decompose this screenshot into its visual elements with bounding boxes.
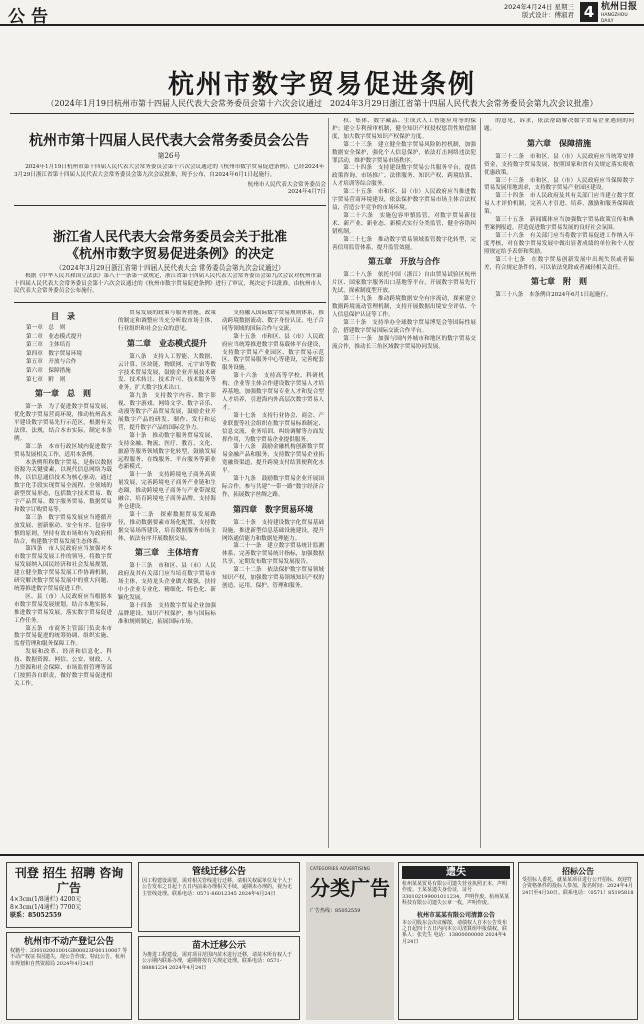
announcement-body: 2024年1月19日杭州市第十四届人民代表大会常务委员会第十六次会议通过的《杭州市数字贸易促进条例》，已经2024年3月29日浙江省第十四届人民代表大会常务委员会第九次会议批准，现予公布，自2024年6月1日起施行。 — [14, 164, 325, 178]
article-paragraph: 第十二条 探索数据贸易发展路径，推动数据要素市场化配置，支持数据交易场所建设，培育数据服务市场主体，依法有序开展数据交易。 — [118, 511, 216, 542]
decision-title-line2: 《杭州市数字贸易促进条例》的决定 — [65, 247, 274, 262]
article-paragraph: 第十九条 鼓励数字贸易企业开展国际合作，参与共建“一带一路”数字经济合作，拓展数字丝绸之路。 — [222, 476, 324, 498]
article-paragraph: 第二条 本市行政区域内促进数字贸易发展相关工作，适用本条例。 — [14, 443, 112, 458]
chapter-heading: 第二章 业态模式提升 — [127, 338, 207, 348]
chapter-heading: 第六章 保障措施 — [527, 138, 591, 148]
article-paragraph: 第三十六条 有关部门应当将数字贸易促进工作纳入年度考核，对在数字贸易发展中做出显著成绩的单位和个人按照规定给予表彰和奖励。 — [484, 232, 634, 255]
classified-ads-banner: CATEGORIES ADVERTISING 分类广告 广告热线：85052559 — [306, 862, 394, 1020]
ad-lost-notices: 遗失 杭州某某贸易有限公司遗失营业执照正本，声明作废。王某某遗失身份证，证号330102199001011234，声明作废。杭州某某科技有限公司遗失公章一枚，声明作废。 杭州市某某有限公司清算公告 本公司股东会决议解散，请债权人自本公告发布之日起四十五日内向本公司清算组申报债权。联系人：张先生 电话：13800000000 2024年4月24日 — [398, 862, 514, 1020]
article-paragraph: 第八条 支持人工智能、大数据、云计算、区块链、物联网、元宇宙等数字技术贸易发展，鼓励企业开展技术研发、技术转让、技术许可、技术服务等业务，扩大数字技术出口。 — [118, 353, 216, 392]
article-paragraph: 第一条 为了促进数字贸易发展，优化数字贸易营商环境，推动杭州高水平建设数字贸易先行示范区，根据有关法律、法规，结合本市实际，制定本条例。 — [14, 404, 112, 442]
article-paragraph: 贸易发展的政策与服务措施。政策的制定和调整应当充分听取市场主体、行业组织和社会公众的意见。 — [118, 310, 216, 332]
announcement-title: 杭州市第十四届人民代表大会常务委员会公告 — [29, 133, 309, 149]
article-paragraph: 区、县（市）人民政府应当根据本市数字贸易发展规划，结合本地实际，推进数字贸易发展，落实数字贸易促进工作任务。 — [14, 593, 112, 624]
article-paragraph: 第二十一条 建立数字贸易统计监测体系，完善数字贸易统计指标，加强数据共享，定期发布数字贸易发展报告。 — [222, 543, 324, 566]
column-1 — [14, 310, 112, 848]
article-paragraph: 第十一条 支持跨境电子商务高质量发展，完善跨境电子商务产业链和生态圈，推动跨境电子商务与产业带深度融合，培育跨境电子商务品牌，支持海外仓建设。 — [118, 472, 216, 510]
article-paragraph: 第四条 市人民政府应当加强对本市数字贸易发展工作的领导，将数字贸易发展纳入国民经济和社会发展规划，建立健全数字贸易发展工作协调机制，研究解决数字贸易发展中的重大问题，统筹推进数字贸易促进工作。 — [14, 546, 112, 592]
article-paragraph: 本条例所称数字贸易，是指以数据资源为关键要素，以现代信息网络为载体，以信息通信技术为核心驱动，通过数字化手段实现贸易全流程、全领域的新型贸易形态，包括数字技术贸易、数字产品贸易、数字服务贸易、数据贸易和数字订购贸易等。 — [14, 459, 112, 513]
article-paragraph: 第二十条 支持建设数字化贸易基础设施，推进新型信息基础设施建设，提升网络通信能力和数据处理能力。 — [222, 519, 324, 542]
article-paragraph: 第十三条 市和区、县（市）人民政府及其有关部门应当培育数字贸易市场主体，支持龙头企业做大做强，扶持中小企业专业化、精细化、特色化、新颖化发展。 — [118, 563, 216, 602]
article-paragraph: 第十条 推动数字服务贸易发展，支持金融、物流、医疗、教育、文化、旅游等服务领域数字化转型，鼓励发展远程服务、在线服务、平台服务等新业态新模式。 — [118, 432, 216, 471]
announcement-number: 第26号 — [157, 152, 181, 160]
article-paragraph: 第三十四条 市人民政府及其有关部门应当建立数字贸易人才评价机制，完善人才引进、培养、激励和服务保障政策。 — [484, 193, 634, 216]
decision-body: 根据《中华人民共和国立法法》第八十一条第一款规定，浙江省第十四届人民代表大会常务委员会第九次会议对杭州市第十四届人民代表大会常务委员会第十六次会议通过的《杭州市数字贸易促进条例》进行了审议，现决定予以批准，由杭州市人民代表大会常务委员会公布施行。 — [14, 273, 322, 295]
newspaper-logo: 杭州日报 HANGZHOU DAILY — [601, 2, 638, 24]
title-divider — [10, 113, 634, 114]
article-paragraph: 第五条 市商务主管部门负责本市数字贸易促进的统筹协调、组织实施、监督管理和服务保障工作。 — [14, 625, 112, 648]
article-paragraph: 第十八条 鼓励金融机构创新数字贸易金融产品和服务，支持数字贸易企业拓宽融资渠道，提升跨境支付结算便利化水平。 — [222, 444, 324, 475]
decision-divider — [14, 302, 326, 303]
article-paragraph: 第三十七条 在数字贸易创新发展中出现失误或者偏差，符合规定条件的，可以依法免除或者减轻相关责任。 — [484, 256, 634, 271]
column-divider — [480, 118, 481, 848]
toc-item: 第二章 业态模式提升 — [26, 333, 82, 340]
article-paragraph: 第十六条 支持高等学校、科研机构、企业等主体合作建设数字贸易人才培养基地，加强数字贸易专业人才和复合型人才培养，引进海内外高层次数字贸易人才。 — [222, 373, 324, 411]
toc-heading: 目 录 — [51, 312, 75, 321]
chapter-heading: 第三章 主体培育 — [135, 548, 199, 558]
column-4 — [332, 118, 476, 848]
article-paragraph: 发展和改革、经济和信息化、科技、数据资源、网信、公安、财政、人力资源和社会保障、市场监督管理等部门按照各自职责，做好数字贸易促进相关工作。 — [14, 649, 112, 687]
column-3 — [222, 310, 324, 848]
article-paragraph: 第二十九条 推动跨境数据安全有序流动，探索建立数据跨境流动管理机制，支持开展数据出境安全评估、个人信息保护认证等工作。 — [332, 296, 476, 318]
article-paragraph: 第二十七条 推动数字贸易领域监管数字化转型，完善信用监管体系，提升监管效能。 — [332, 236, 476, 251]
ad-rates-box: 刊登 招生 招聘 咨询 广告 4×3cm(1/8通栏) 4200元 8×3cm(1/4通栏) 7700元 联系：85052559 — [6, 862, 132, 928]
announcement-divider — [14, 205, 326, 206]
column-5 — [484, 118, 634, 848]
chapter-heading: 第四章 数字贸易环境 — [233, 504, 313, 514]
toc-item: 第四章 数字贸易环境 — [26, 350, 82, 357]
announcement-signature: 杭州市人民代表大会常务委员会 2024年4月7日 — [247, 182, 326, 196]
article-paragraph: 第三十八条 本条例自2024年6月1日起施行。 — [495, 292, 612, 299]
toc-item: 第六章 保障措施 — [26, 367, 71, 374]
column-divider — [328, 118, 329, 848]
page-number: 4 — [580, 2, 598, 22]
article-paragraph: 第十五条 市和区、县（市）人民政府应当统筹推进数字贸易载体平台建设，支持数字贸易产业园区、数字贸易示范区、数字贸易服务中心等建设，完善配套服务设施。 — [222, 333, 324, 372]
chapter-heading: 第七章 附 则 — [531, 277, 587, 287]
ad-tender-notice: 招标公告 受招标人委托，就某某项目进行公开招标，欢迎符合资格条件的投标人参加。报名时间：2024年4月24日至4月30日。联系电话：（0571）85195818 — [518, 862, 638, 1020]
article-paragraph: 第二十五条 市和区、县（市）人民政府应当推进数字贸易营商环境建设，依法保护数字贸易市场主体合法权益，营造公平竞争的市场环境。 — [332, 189, 476, 211]
column-2 — [118, 310, 216, 848]
article-paragraph: 第二十二条 依法保护数字贸易领域知识产权，加强数字贸易领域知识产权的创造、运用、保护、管理和服务。 — [222, 567, 324, 589]
decision-title-line1: 浙江省人民代表大会常务委员会关于批准 — [52, 230, 287, 245]
ads-strip — [0, 854, 644, 1024]
ad-pipeline-notice: 管线迁移公告 因工程建设需要，需对相关管线进行迁移，请相关权属单位及个人于公告发布之日起十五日内前来办理相关手续，逾期未办理的，视为无主管线处理。联系电话：0571-86012345 2024年4月24日 — [138, 862, 300, 932]
chapter-heading: 第一章 总 则 — [35, 389, 91, 399]
toc-item: 第三章 主体培育 — [26, 342, 71, 349]
article-paragraph: 权、集体、数字藏品、生成式人工智能应用等的保护；建立专利预审机制，健全知识产权侵权惩罚性赔偿制度，加大数字贸易知识产权保护力度。 — [332, 118, 476, 140]
article-paragraph: 第三十二条 市和区、县（市）人民政府应当统筹安排资金，支持数字贸易发展，按照国家和省有关规定落实税收优惠政策。 — [484, 153, 634, 176]
article-paragraph: 第二十三条 建立健全数字贸易风险防控机制，加强数据安全保护，强化个人信息保护，依法打击网络违法犯罪活动，维护数字贸易市场秩序。 — [332, 141, 476, 164]
toc-item: 第七章 附 则 — [26, 376, 66, 383]
article-paragraph: 的意见，诉求，依法帮助解决数字贸易企业遇到的问题。 — [484, 118, 634, 132]
date-line: 2024年4月24日 星期三 版式设计：傅淑君 — [503, 3, 574, 19]
article-paragraph: 第三十五条 新闻媒体应当加强数字贸易政策宣传和典型案例报道，营造促进数字贸易发展的良好社会氛围。 — [484, 217, 634, 231]
ad-tree-notice: 苗木迁移公示 为推进工程建设，需对项目范围内苗木进行迁移，请苗木所有权人于公示期内联系办理，逾期将按有关规定处理。联系电话：0571-88881234 2024年4月24日 — [138, 936, 300, 1020]
regulation-title: 杭州市数字贸易促进条例 — [167, 70, 476, 100]
article-paragraph: 第二十八条 依托中国（浙江）自由贸易试验区杭州片区、国家数字服务出口基地等平台，开展数字贸易先行先试，探索制度型开放。 — [332, 272, 476, 295]
article-paragraph: 第十四条 支持数字贸易企业加强品牌建设、知识产权保护，参与国际标准和规则制定，拓展国际市场。 — [118, 603, 216, 625]
article-paragraph: 第三十三条 市和区、县（市）人民政府应当保障数字贸易发展用地需求，支持数字贸易产业园区建设。 — [484, 177, 634, 192]
article-paragraph: 第三十条 支持举办全球数字贸易博览会等国际性展会，搭建数字贸易国际交流合作平台。 — [332, 319, 476, 334]
chapter-heading: 第五章 开放与合作 — [368, 257, 440, 267]
article-paragraph: 第十七条 支持行业协会、商会、产业联盟等社会组织在数字贸易标准制定、信息交流、业务培训、纠纷调解等方面发挥作用，为数字贸易企业提供服务。 — [222, 412, 324, 443]
decision-subtitle: （2024年3月29日浙江省第十四届人民代表大会 常务委员会第九次会议通过） — [55, 264, 285, 272]
article-paragraph: 第二十四条 支持建设数字贸易公共服务平台，提供政策咨询、市场推广、法律服务、知识产权、跨境结算、人才培训等综合服务。 — [332, 165, 476, 188]
toc-item: 第一章 总 则 — [26, 325, 66, 331]
article-paragraph: 第三条 数字贸易发展应当遵循开放发展、创新驱动、安全有序、包容审慎的原则，坚持有效市场和有为政府相结合，构建数字贸易发展生态体系。 — [14, 514, 112, 545]
article-paragraph: 第二十六条 实施包容审慎监管，对数字贸易新技术、新产业、新业态、新模式实行分类监管，健全容错纠错机制。 — [332, 212, 476, 235]
toc-item: 第五章 开放与合作 — [26, 359, 77, 366]
page-header — [0, 0, 644, 26]
ad-property-notice: 杭州市不动产登记公告 权籍号：330102001001GB00023F00110007 等不动产权证书因遗失，现公告作废。特此公告。杭州市规划和自然资源局 2024年4月24日 — [6, 932, 132, 1020]
regulation-subtitle: （2024年1月19日杭州市第十四届人民代表大会常务委员会第十六次会议通过 2024年3月29日浙江省第十四届人民代表大会常务委员会第九次会议批准） — [46, 99, 598, 108]
article-paragraph: 第九条 支持数字内容、数字影视、数字游戏、网络文学、数字音乐、动漫等数字产品贸易发展，鼓励企业开展数字产品的研发、制作、发行和运营，提升数字产品的国际竞争力。 — [118, 393, 216, 431]
article-paragraph: 支持融入国际数字贸易规则体系，推动跨境数据流动、数字身份认证、电子合同等领域的国际合作与交流。 — [222, 310, 324, 332]
section-title: 公告 — [8, 7, 54, 27]
article-paragraph: 第三十一条 加强与国内外城市和地区的数字贸易交流合作，推动长三角区域数字贸易协同发展。 — [332, 335, 476, 350]
